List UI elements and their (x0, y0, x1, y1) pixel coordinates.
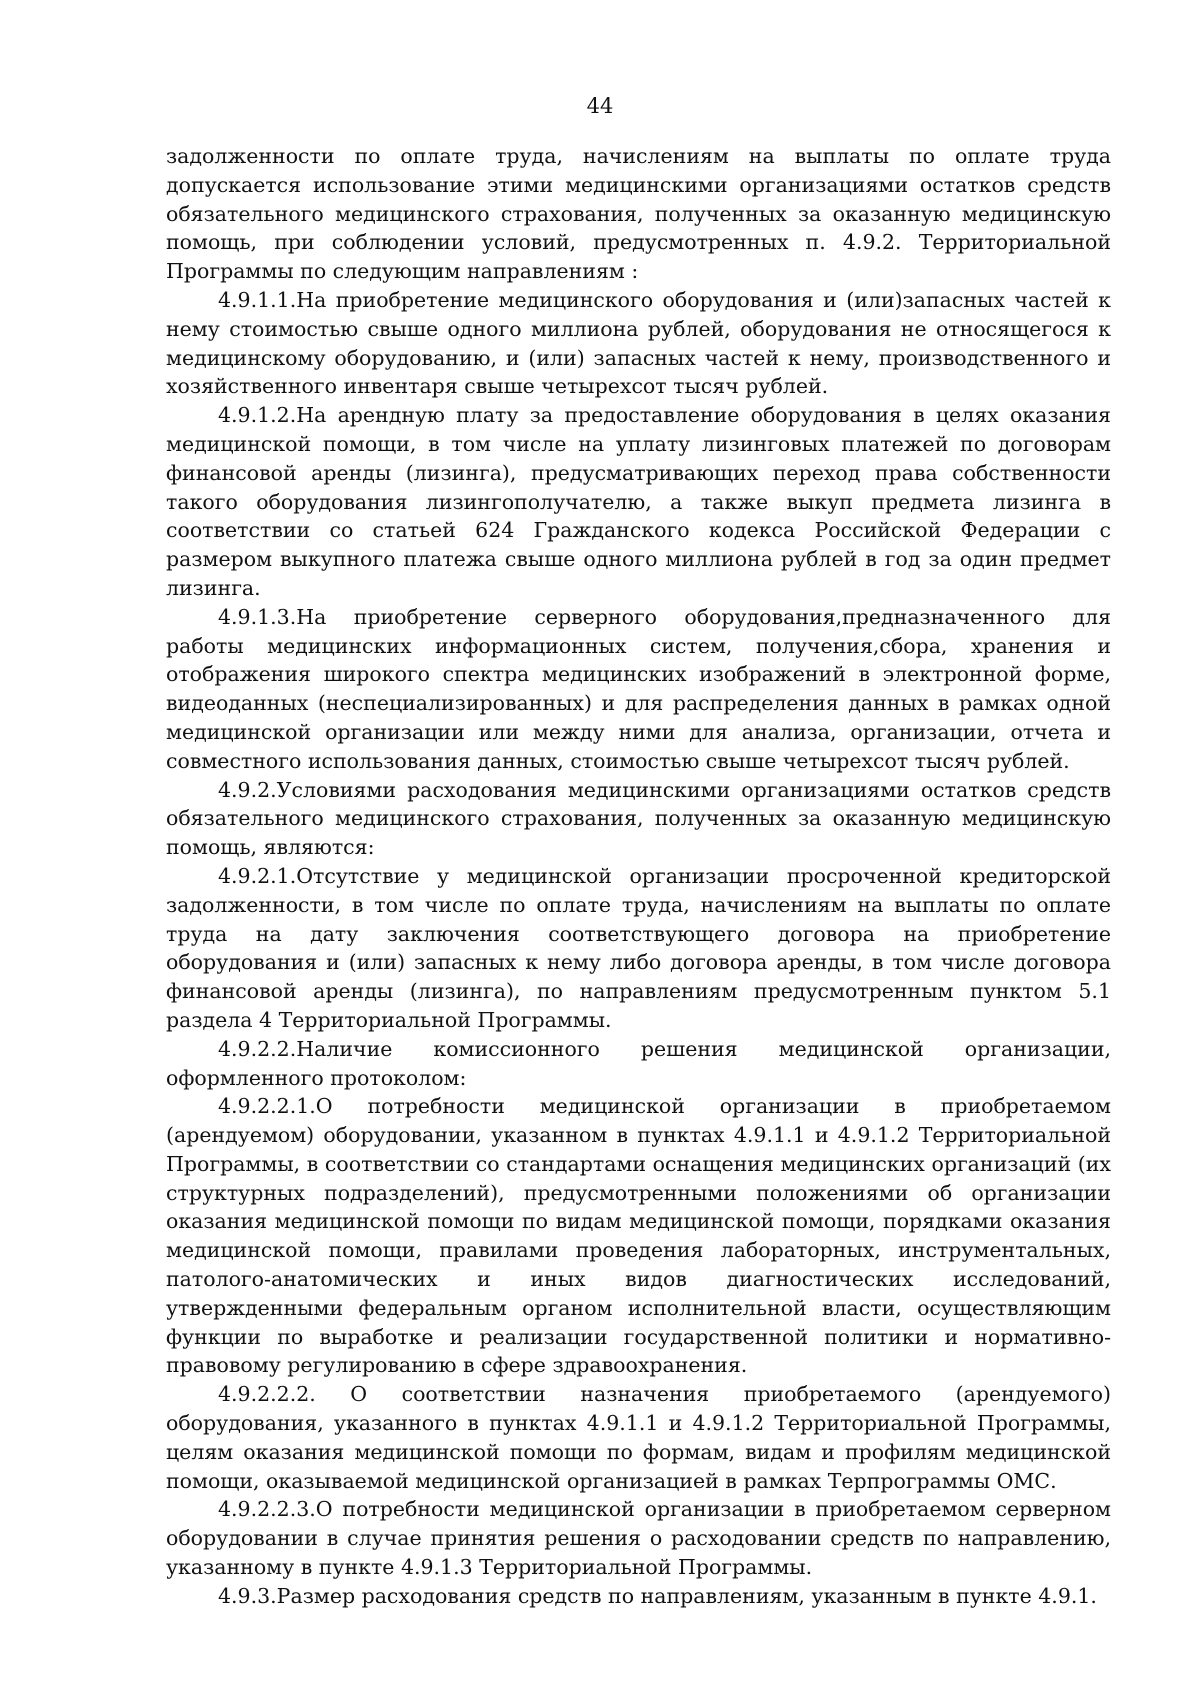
paragraph: 4.9.2.2.2. О соответствии назначения приобретаемого (арендуемого) оборудования, указанного в пунктах 4.9.1.1 и 4.9.1.2 Территориальной Программы, целям оказания медицинской помощи по формам, видам и профилям медицинской помощи, оказываемой медицинской организацией в рамках Терпрограммы ОМС. (166, 1382, 1111, 1493)
paragraph: 4.9.1.2.На арендную плату за предоставление оборудования в целях оказания медицинской помощи, в том числе на уплату лизинговых платежей по договорам финансовой аренды (лизинга), предусматривающих переход права собственности такого оборудования лизингополучателю, а также выкуп предмета лизинга в соответствии со статьей 624 Гражданского кодекса Российской Федерации с размером выкупного платежа свыше одного миллиона рублей в год за один предмет лизинга. (166, 403, 1111, 600)
page-number: 44 (586, 94, 614, 118)
paragraph: задолженности по оплате труда, начислениям на выплаты по оплате труда допускается использование этими медицинскими организациями остатков средств обязательного медицинского страхования, полученных за оказанную медицинскую помощь, при соблюдении условий, предусмотренных п. 4.9.2. Территориальной Программы по следующим направлениям : (166, 144, 1111, 284)
paragraph: 4.9.2.2.3.О потребности медицинской организации в приобретаемом серверном оборудовании в случае принятия решения о расходовании средств по направлению, указанному в пункте 4.9.1.3 Территориальной Программы. (166, 1497, 1111, 1580)
paragraph: 4.9.2.Условиями расходования медицинскими организациями остатков средств обязательного медицинского страхования, полученных за оказанную медицинскую помощь, являются: (166, 777, 1111, 860)
document-body (166, 142, 1111, 1611)
paragraph: 4.9.3.Размер расходования средств по направлениям, указанным в пункте 4.9.1. (218, 1583, 1097, 1608)
paragraph: 4.9.1.1.На приобретение медицинского оборудования и (или)запасных частей к нему стоимостью свыше одного миллиона рублей, оборудования не относящегося к медицинскому оборудованию, и (или) запасных частей к нему, производственного и хозяйственного инвентаря свыше четырехсот тысяч рублей. (166, 287, 1111, 399)
paragraph: 4.9.2.2.Наличие комиссионного решения медицинской организации, оформленного протоколом: (166, 1036, 1111, 1090)
paragraph: 4.9.2.1.Отсутствие у медицинской организации просроченной кредиторской задолженности, в том числе по оплате труда, начислениям на выплаты по оплате труда на дату заключения соответствующего договора на приобретение оборудования и (или) запасных к нему либо договора аренды, в том числе договора финансовой аренды (лизинга), по направлениям предусмотренным пунктом 5.1 раздела 4 Территориальной Программы. (166, 863, 1111, 1032)
paragraph: 4.9.2.2.1.О потребности медицинской организации в приобретаемом (арендуемом) оборудовании, указанном в пунктах 4.9.1.1 и 4.9.1.2 Территориальной Программы, в соответствии со стандартами оснащения медицинских организаций (их структурных подразделений), предусмотренными положениями об организации оказания медицинской помощи по видам медицинской помощи, порядками оказания медицинской помощи, правилами проведения лабораторных, инструментальных, патолого-анатомических и иных видов диагностических исследований, утвержденными федеральным органом исполнительной власти, осуществляющим функции по выработке и реализации государственной политики и нормативно-правовому регулированию в сфере здравоохранения. (166, 1094, 1111, 1378)
paragraph: 4.9.1.3.На приобретение серверного оборудования,предназначенного для работы медицинских информационных систем, получения,сбора, хранения и отображения широкого спектра медицинских изображений в электронной форме, видеоданных (неспециализированных) и для распределения данных в рамках одной медицинской организации или между ними для анализа, организации, отчета и совместного использования данных, стоимостью свыше четырехсот тысяч рублей. (166, 604, 1111, 773)
